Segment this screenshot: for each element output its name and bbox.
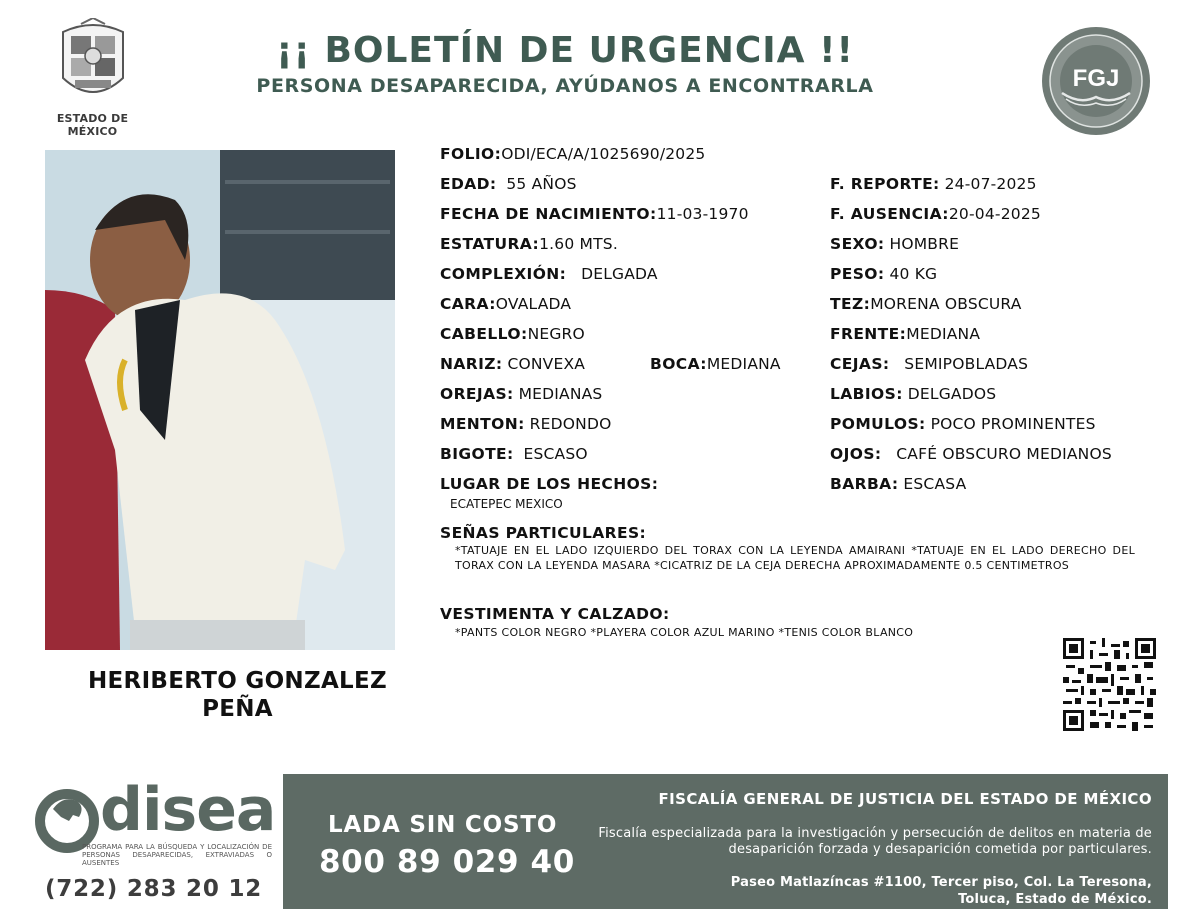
field-value: DELGADA — [581, 265, 658, 283]
person-photo — [45, 150, 395, 650]
field-ojos — [830, 444, 1112, 464]
field-value: REDONDO — [529, 415, 612, 433]
fiscalia-title: FISCALÍA GENERAL DE JUSTICIA DEL ESTADO DE MÉXICO — [658, 790, 1152, 808]
field-label: CABELLO: — [440, 325, 528, 343]
field-value: SEMIPOBLADAS — [904, 355, 1029, 373]
address-line1: Paseo Matlazíncas #1100, Tercer piso, Col. La Teresona, — [730, 875, 1152, 890]
field-label: LUGAR DE LOS HECHOS: — [440, 475, 659, 493]
odisea-wordmark: disea — [100, 775, 276, 845]
field-label: POMULOS: — [830, 415, 926, 433]
field-value: ESCASA — [903, 475, 967, 493]
field-peso — [830, 264, 937, 284]
field-label: NARIZ: — [440, 355, 503, 373]
field-value: 40 KG — [889, 265, 938, 283]
field-label: FOLIO: — [440, 145, 502, 163]
field-value: 55 AÑOS — [506, 175, 577, 193]
odisea-caption: PROGRAMA PARA LA BÚSQUEDA Y LOCALIZACIÓN DE PERSONAS DESAPARECIDAS, EXTRAVIADAS O AUSENTES — [82, 843, 272, 867]
field-value: 1.60 MTS. — [539, 235, 618, 253]
field-label: TEZ: — [830, 295, 871, 313]
field-value: HOMBRE — [889, 235, 960, 253]
field-label: COMPLEXIÓN: — [440, 265, 567, 283]
field-lugar-hechos-value: ECATEPEC MEXICO — [450, 497, 563, 511]
fiscalia-address — [592, 874, 1152, 908]
field-barba — [830, 474, 966, 494]
bulletin-title: ¡¡ BOLETÍN DE URGENCIA !! — [276, 30, 854, 71]
field-labios — [830, 384, 996, 404]
field-frente — [830, 324, 980, 344]
field-nariz — [440, 354, 585, 374]
field-edad — [440, 174, 577, 194]
person-photo-image — [45, 150, 395, 650]
field-label: PESO: — [830, 265, 885, 283]
field-tez — [830, 294, 1022, 314]
field-value: NEGRO — [527, 325, 585, 343]
field-orejas — [440, 384, 602, 404]
person-name-line1: HERIBERTO GONZALEZ — [88, 668, 387, 694]
field-value: CONVEXA — [507, 355, 586, 373]
person-name — [45, 667, 430, 723]
estado-de-mexico-logo — [30, 18, 155, 138]
lada-sin-costo-label: LADA SIN COSTO — [328, 812, 558, 838]
field-label: LABIOS: — [830, 385, 903, 403]
field-folio — [440, 144, 705, 164]
field-cara — [440, 294, 571, 314]
field-label: OREJAS: — [440, 385, 514, 403]
footer-banner — [283, 774, 1168, 909]
field-complexion — [440, 264, 658, 284]
field-label: FRENTE: — [830, 325, 907, 343]
fiscalia-description: Fiscalía especializada para la investigación y persecución de delitos en materia de desaparición forzada y desaparición cometida por particulares. — [598, 826, 1152, 857]
field-label: FECHA DE NACIMIENTO: — [440, 205, 657, 223]
field-label: F. AUSENCIA: — [830, 205, 949, 223]
odisea-phone[interactable]: (722) 283 20 12 — [45, 876, 263, 902]
person-name-line2: PEÑA — [202, 696, 273, 722]
qr-code-icon — [1063, 638, 1156, 731]
field-bigote — [440, 444, 588, 464]
field-label: CARA: — [440, 295, 496, 313]
field-value: 20-04-2025 — [948, 205, 1041, 223]
field-value: 11-03-1970 — [656, 205, 749, 223]
field-estatura — [440, 234, 618, 254]
field-value: MEDIANAS — [518, 385, 603, 403]
fgj-logo — [1040, 25, 1152, 137]
field-value: 24-07-2025 — [944, 175, 1037, 193]
vestimenta-text: *PANTS COLOR NEGRO *PLAYERA COLOR AZUL MARINO *TENIS COLOR BLANCO — [455, 626, 914, 639]
field-label: EDAD: — [440, 175, 497, 193]
field-label: BOCA: — [650, 355, 707, 373]
field-value: DELGADOS — [907, 385, 997, 403]
estado-de-mexico-label: ESTADO DE MÉXICO — [56, 112, 129, 138]
bulletin-subtitle: PERSONA DESAPARECIDA, AYÚDANOS A ENCONTRARLA — [256, 75, 874, 97]
field-value: POCO PROMINENTES — [930, 415, 1096, 433]
vestimenta-heading: VESTIMENTA Y CALZADO: — [440, 605, 670, 623]
field-f-ausencia — [830, 204, 1041, 224]
field-f-reporte — [830, 174, 1037, 194]
field-label: OJOS: — [830, 445, 882, 463]
field-value: ESCASO — [523, 445, 588, 463]
field-cabello — [440, 324, 585, 344]
field-value: MEDIANA — [706, 355, 781, 373]
field-label: BIGOTE: — [440, 445, 514, 463]
field-boca — [650, 354, 781, 374]
field-value: MORENA OBSCURA — [870, 295, 1022, 313]
field-label: F. REPORTE: — [830, 175, 940, 193]
field-sexo — [830, 234, 959, 254]
field-cejas — [830, 354, 1028, 374]
senas-text: *TATUAJE EN EL LADO IZQUIERDO DEL TORAX CON LA LEYENDA AMAIRANI *TATUAJE EN EL LADO DERECHO DEL TORAX CON LA LEYENDA MASARA *CICATRIZ DE LA CEJA DERECHA APROXIMADAMENTE 0.5 CENTIMETROS — [455, 544, 1135, 572]
field-value: CAFÉ OBSCURO MEDIANOS — [896, 445, 1112, 463]
fgj-seal-icon — [1040, 25, 1152, 137]
qr-code[interactable] — [1063, 638, 1156, 731]
senas-heading: SEÑAS PARTICULARES: — [440, 524, 647, 542]
field-label: SEXO: — [830, 235, 885, 253]
field-pomulos — [830, 414, 1096, 434]
field-label: BARBA: — [830, 475, 899, 493]
address-line2: Toluca, Estado de México. — [958, 892, 1152, 907]
coat-of-arms-icon — [53, 18, 133, 106]
lada-sin-costo-number[interactable]: 800 89 029 40 — [319, 844, 575, 880]
field-fecha-nacimiento — [440, 204, 749, 224]
field-label: MENTON: — [440, 415, 525, 433]
field-value: ODI/ECA/A/1025690/2025 — [501, 145, 706, 163]
field-menton — [440, 414, 612, 434]
field-label: ESTATURA: — [440, 235, 540, 253]
fgj-logo-text: FGJ — [1072, 65, 1120, 92]
field-value: MEDIANA — [906, 325, 981, 343]
field-label: CEJAS: — [830, 355, 890, 373]
field-lugar-hechos — [440, 474, 658, 494]
field-value: OVALADA — [495, 295, 572, 313]
